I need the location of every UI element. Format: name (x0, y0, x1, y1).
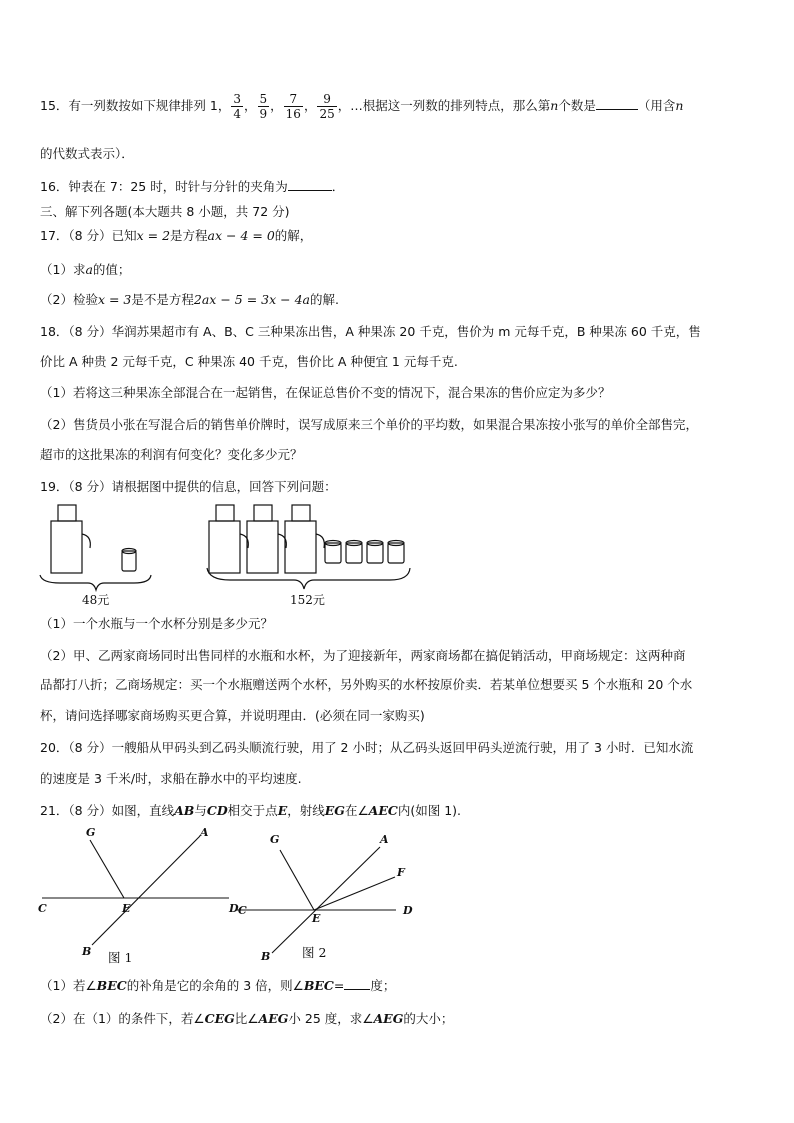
question-18-part2-line2: 超市的这批果冻的利润有何变化？变化多少元？ (40, 447, 303, 462)
question-21-head: 21．（8 分）如图，直线AB与CD相交于点E，射线EG在∠AEC内(如图 1). (40, 803, 461, 818)
question-19-part1: （1）一个水瓶与一个水杯分别是多少元？ (40, 616, 273, 631)
point-label: B (261, 950, 271, 963)
fraction: $\frac{5}{9}$ (259, 92, 268, 121)
question-21-part1: （1）若∠BEC的补角是它的余角的 3 倍，则∠BEC= 度； (40, 978, 396, 993)
point-label: E (122, 902, 131, 915)
point-label: F (397, 866, 405, 879)
point-label: C (238, 904, 247, 917)
question-18-line1: 18．（8 分）华润苏果超市有 A、B、C 三种果冻出售，A 种果冻 20 千克，售价为 m 元每千克，B 种果冻 60 千克，售 (40, 324, 701, 339)
figure-caption: 图 2 (302, 945, 327, 960)
question-17-head: 17．（8 分）已知x = 2是方程ax − 4 = 0的解， (40, 228, 313, 243)
figure-caption: 图 1 (108, 950, 133, 965)
question-16: 16．钟表在 7：25 时，时针与分针的夹角为 ． (40, 179, 345, 194)
price-label: 48元 (82, 593, 110, 607)
fraction: $\frac{9}{25}$ (319, 92, 335, 121)
question-17-part2: （2）检验x = 3是不是方程2ax − 5 = 3x − 4a的解. (40, 292, 339, 307)
question-19-part2-line1: （2）甲、乙两家商场同时出售同样的水瓶和水杯，为了迎接新年，两家商场都在搞促销活动，甲商场规定：这两种商 (40, 648, 686, 663)
ray-ef (314, 877, 395, 910)
point-label: D (403, 904, 413, 917)
question-18-part1: （1）若将这三种果冻全部混合在一起销售，在保证总售价不变的情况下，混合果冻的售价应定为多少？ (40, 385, 611, 400)
point-label: C (38, 902, 47, 915)
question-20-line2: 的速度是 3 千米/时，求船在静水中的平均速度. (40, 771, 302, 786)
question-21-part2: （2）在（1）的条件下，若∠CEG比∠AEG小 25 度，求∠AEG的大小； (40, 1011, 454, 1026)
question-15-line1: 15．有一列数按如下规律排列 1， $\frac{3}{4}$ ， $\frac{5}{9}$ ， $\frac{7}{16}$ ， $\frac{9}{25}$ ，…根据这一列数的排列特点，那么第n个数是 （用含n (40, 92, 684, 121)
line-ab (272, 847, 380, 953)
ray-eg (280, 850, 314, 910)
point-label: B (82, 945, 92, 958)
point-label: G (270, 833, 280, 846)
question-19-part2-line3: 杯，请问选择哪家商场购买更合算，并说明理由．(必须在同一家购买) (40, 708, 425, 723)
point-label: G (86, 826, 96, 839)
question-18-line2: 价比 A 种贵 2 元每千克，C 种果冻 40 千克，售价比 A 种便宜 1 元每千克. (40, 354, 458, 369)
point-label: E (312, 912, 321, 925)
price-label: 152元 (290, 593, 325, 607)
section-heading: 三、解下列各题(本大题共 8 小题，共 72 分) (40, 204, 290, 219)
point-label: A (200, 826, 209, 839)
question-17-part1: （1）求a的值； (40, 262, 131, 277)
point-label: D (229, 902, 239, 915)
ray-eg (90, 840, 124, 898)
question-19-part2-line2: 品都打八折；乙商场规定：买一个水瓶赠送两个水杯，另外购买的水杯按原价卖．若某单位想要买 5 个水瓶和 20 个水 (40, 677, 693, 692)
answer-blank (344, 989, 370, 990)
fraction: $\frac{7}{16}$ (285, 92, 301, 121)
fraction: $\frac{3}{4}$ (233, 92, 241, 121)
line-ab (92, 836, 200, 945)
question-15-line2: 的代数式表示）． (40, 146, 134, 161)
question-18-part2-line1: （2）售货员小张在写混合后的销售单价牌时，误写成原来三个单价的平均数，如果混合果冻按小张写的单价全部售完， (40, 417, 698, 432)
question-19-head: 19．（8 分）请根据图中提供的信息，回答下列问题： (40, 479, 337, 494)
question-20-line1: 20．（8 分）一艘船从甲码头到乙码头顺流行驶，用了 2 小时；从乙码头返回甲码头逆流行驶，用了 3 小时．已知水流 (40, 740, 694, 755)
point-label: A (380, 833, 389, 846)
